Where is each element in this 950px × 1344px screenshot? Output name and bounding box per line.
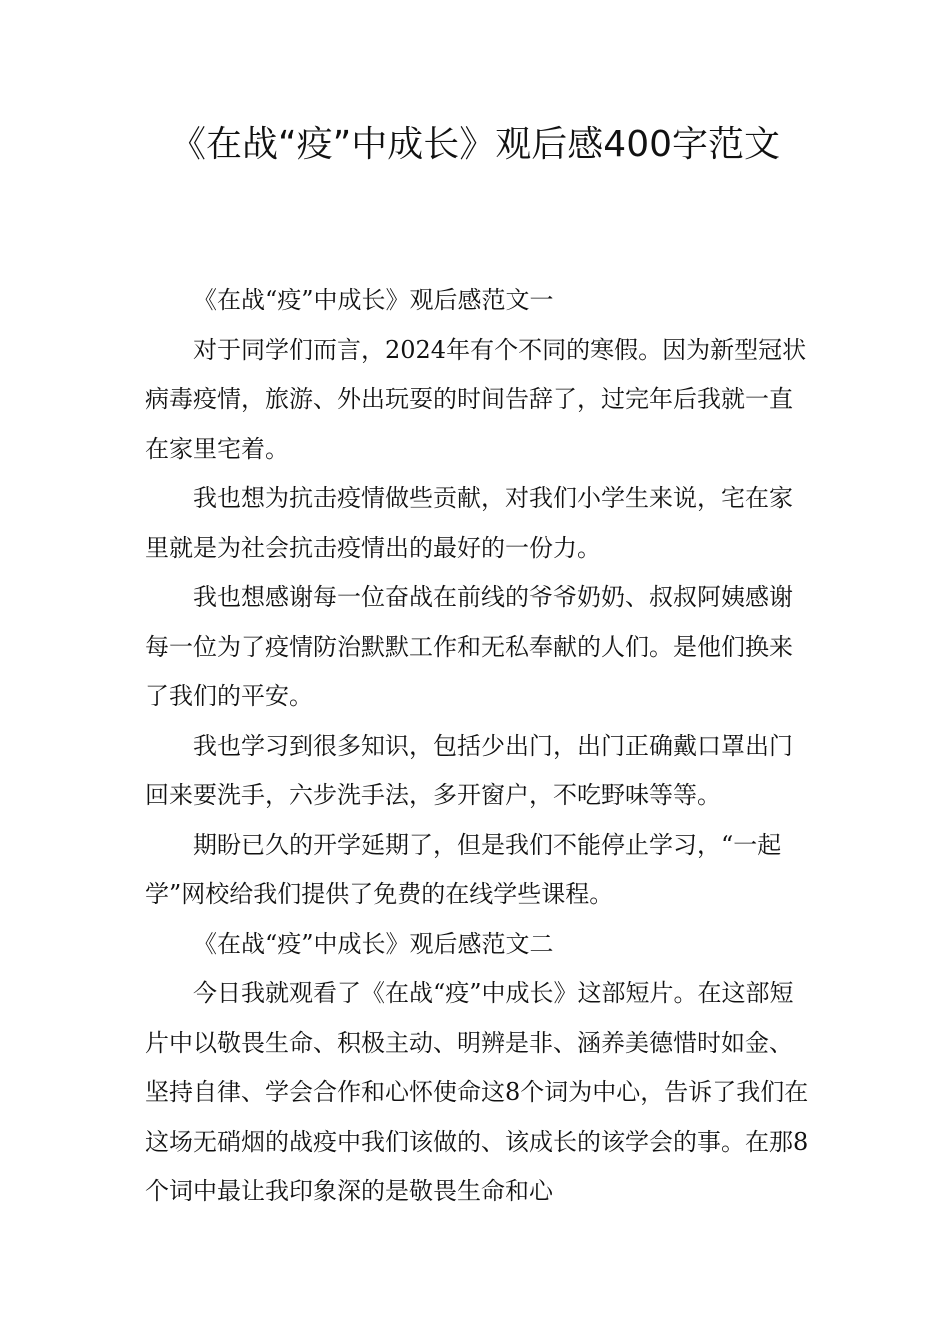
section-heading-1: 《在战“疫”中成长》观后感范文一 <box>193 286 554 314</box>
paragraph: 今日我就观看了《在战“疫”中成长》这部短片。在这部短片中以敬畏生命、积极主动、明辨是非、涵养美德惜时如金、坚持自律、学会合作和心怀使命这8个词为中心，告诉了我们在这场无硝烟的战疫中我们该做的、该成长的该学会的事。在那8个词中最让我印象深的是敬畏生命和心 <box>145 979 809 1205</box>
document-body <box>145 276 810 1217</box>
paragraph: 我也想为抗击疫情做些贡献，对我们小学生来说，宅在家里就是为社会抗击疫情出的最好的一份力。 <box>145 484 793 562</box>
document-title: 《在战“疫”中成长》观后感400字范文 <box>169 124 780 165</box>
section-heading-2: 《在战“疫”中成长》观后感范文二 <box>193 929 554 958</box>
paragraph: 对于同学们而言，2024年有个不同的寒假。因为新型冠状病毒疫情，旅游、外出玩耍的时间告辞了，过完年后我就一直在家里宅着。 <box>145 335 807 463</box>
paragraph: 我也想感谢每一位奋战在前线的爷爷奶奶、叔叔阿姨感谢每一位为了疫情防治默默工作和无私奉献的人们。是他们换来了我们的平安。 <box>145 583 793 710</box>
paragraph: 期盼已久的开学延期了，但是我们不能停止学习，“一起学”网校给我们提供了免费的在线学些课程。 <box>145 830 782 908</box>
paragraph: 我也学习到很多知识，包括少出门，出门正确戴口罩出门回来要洗手，六步洗手法，多开窗户，不吃野味等等。 <box>145 731 793 809</box>
